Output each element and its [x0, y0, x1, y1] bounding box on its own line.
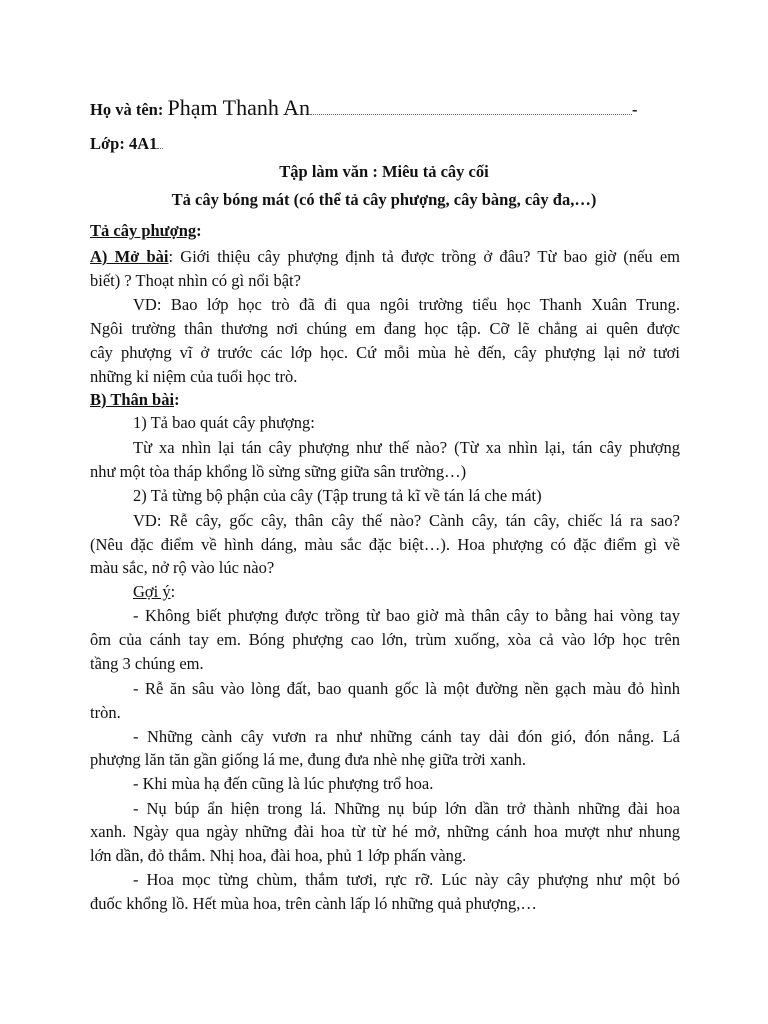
hint-3-line-2: phượng lăn tăn gần giống lá me, đung đưa nhè nhẹ giữa trời xanh.	[90, 750, 527, 769]
class-line	[90, 133, 680, 155]
vd1-line-3: cây phượng vĩ ở trước các lớp học. Cứ mỗi mùa hè đến, cây phượng lại nở tươi	[90, 343, 680, 362]
mo-bai-heading: A) Mở bài	[90, 247, 169, 266]
topic-label: Tả cây phượng	[90, 221, 197, 240]
goi-y-colon: :	[170, 582, 176, 601]
page-subtitle: Tả cây bóng mát (có thể tả cây phượng, cây bàng, cây đa,…)	[171, 190, 597, 209]
topic-colon: :	[196, 221, 202, 240]
hint-1-line-1: - Không biết phượng được trồng từ bao giờ mà thân cây to bằng hai vòng tay	[133, 606, 680, 625]
hint-5-line-1: - Nụ búp ẩn hiện trong lá. Những nụ búp lớn dần trở thành những đài hoa	[133, 799, 680, 818]
topic-heading	[90, 220, 680, 242]
class-dotted-line	[157, 134, 163, 149]
vd2-line-2: (Nêu đặc điểm về hình dáng, màu sắc đặc biệt…). Hoa phượng có đặc điểm gì về	[90, 535, 680, 554]
hint-1-line-2: ôm của cánh tay em. Bóng phượng cao lớn, trùm xuống, xòa cả vào lớp học trên	[90, 630, 680, 649]
than-bai-heading: B) Thân bài	[90, 390, 175, 409]
name-label: Họ và tên:	[90, 100, 164, 119]
name-line	[90, 97, 680, 121]
hint-2-line-1: - Rễ ăn sâu vào lòng đất, bao quanh gốc là một đường nền gạch màu đỏ hình	[133, 679, 680, 698]
mo-bai-line-2: biết) ? Thoạt nhìn có gì nổi bật?	[90, 271, 301, 290]
name-line-end: -	[632, 100, 638, 119]
section-2-heading: 2) Tả từng bộ phận của cây (Tập trung tả kĩ về tán lá che mát)	[133, 486, 542, 505]
hint-3-line-1: - Những cành cây vươn ra như những cánh tay dài đón gió, đón nắng. Lá	[133, 727, 680, 746]
mo-bai-line-1	[90, 246, 680, 268]
goi-y-heading-line	[133, 581, 680, 603]
section-1-heading: 1) Tả bao quát cây phượng:	[133, 413, 315, 432]
hint-1-line-3: tầng 3 chúng em.	[90, 654, 204, 673]
vd2-line-3: màu sắc, nở rộ vào lúc nào?	[90, 558, 275, 577]
hint-5-line-2: xanh. Ngày qua ngày những đài hoa từ từ hé mở, những cánh hoa mượt như nhung	[90, 822, 680, 841]
page-title: Tập làm văn : Miêu tả cây cối	[279, 162, 489, 181]
than-bai-colon: :	[174, 390, 180, 409]
section-1-line-2: như một tòa tháp khổng lồ sừng sững giữa sân trường…)	[90, 462, 467, 481]
section-1-line-1: Từ xa nhìn lại tán cây phượng như thế nào? (Từ xa nhìn lại, tán cây phượng	[133, 438, 680, 457]
vd1-line-2: Ngôi trường thân thương nơi chúng em đang học tập. Cỡ lẽ chẳng ai quên được	[90, 319, 680, 338]
student-name: Phạm Thanh An	[167, 95, 311, 120]
goi-y-heading: Gợi ý	[133, 582, 171, 601]
name-dotted-line	[310, 100, 632, 115]
than-bai-heading-line	[90, 389, 680, 411]
hint-6-line-2: đuốc khổng lồ. Hết mùa hoa, trên cành lấp ló những quả phượng,…	[90, 894, 537, 913]
hint-6-line-1: - Hoa mọc từng chùm, thắm tươi, rực rỡ. Lúc này cây phượng như một bó	[133, 870, 680, 889]
class-label: Lớp: 4A1	[90, 134, 158, 153]
hint-5-line-3: lớn dần, đỏ thắm. Nhị hoa, đài hoa, phủ 1 lớp phấn vàng.	[90, 846, 467, 865]
mo-bai-text-1: : Giới thiệu cây phượng định tả được trồng ở đâu? Từ bao giờ (nếu em	[168, 247, 680, 266]
vd2-line-1: VD: Rễ cây, gốc cây, thân cây thế nào? Cành cây, tán cây, chiếc lá ra sao?	[133, 511, 680, 530]
hint-2-line-2: tròn.	[90, 703, 121, 722]
hint-4-line: - Khi mùa hạ đến cũng là lúc phượng trổ hoa.	[133, 774, 434, 793]
vd1-line-4: những kỉ niệm của tuổi học trò.	[90, 367, 298, 386]
vd1-line-1: VD: Bao lớp học trò đã đi qua ngôi trường tiểu học Thanh Xuân Trung.	[133, 295, 680, 314]
